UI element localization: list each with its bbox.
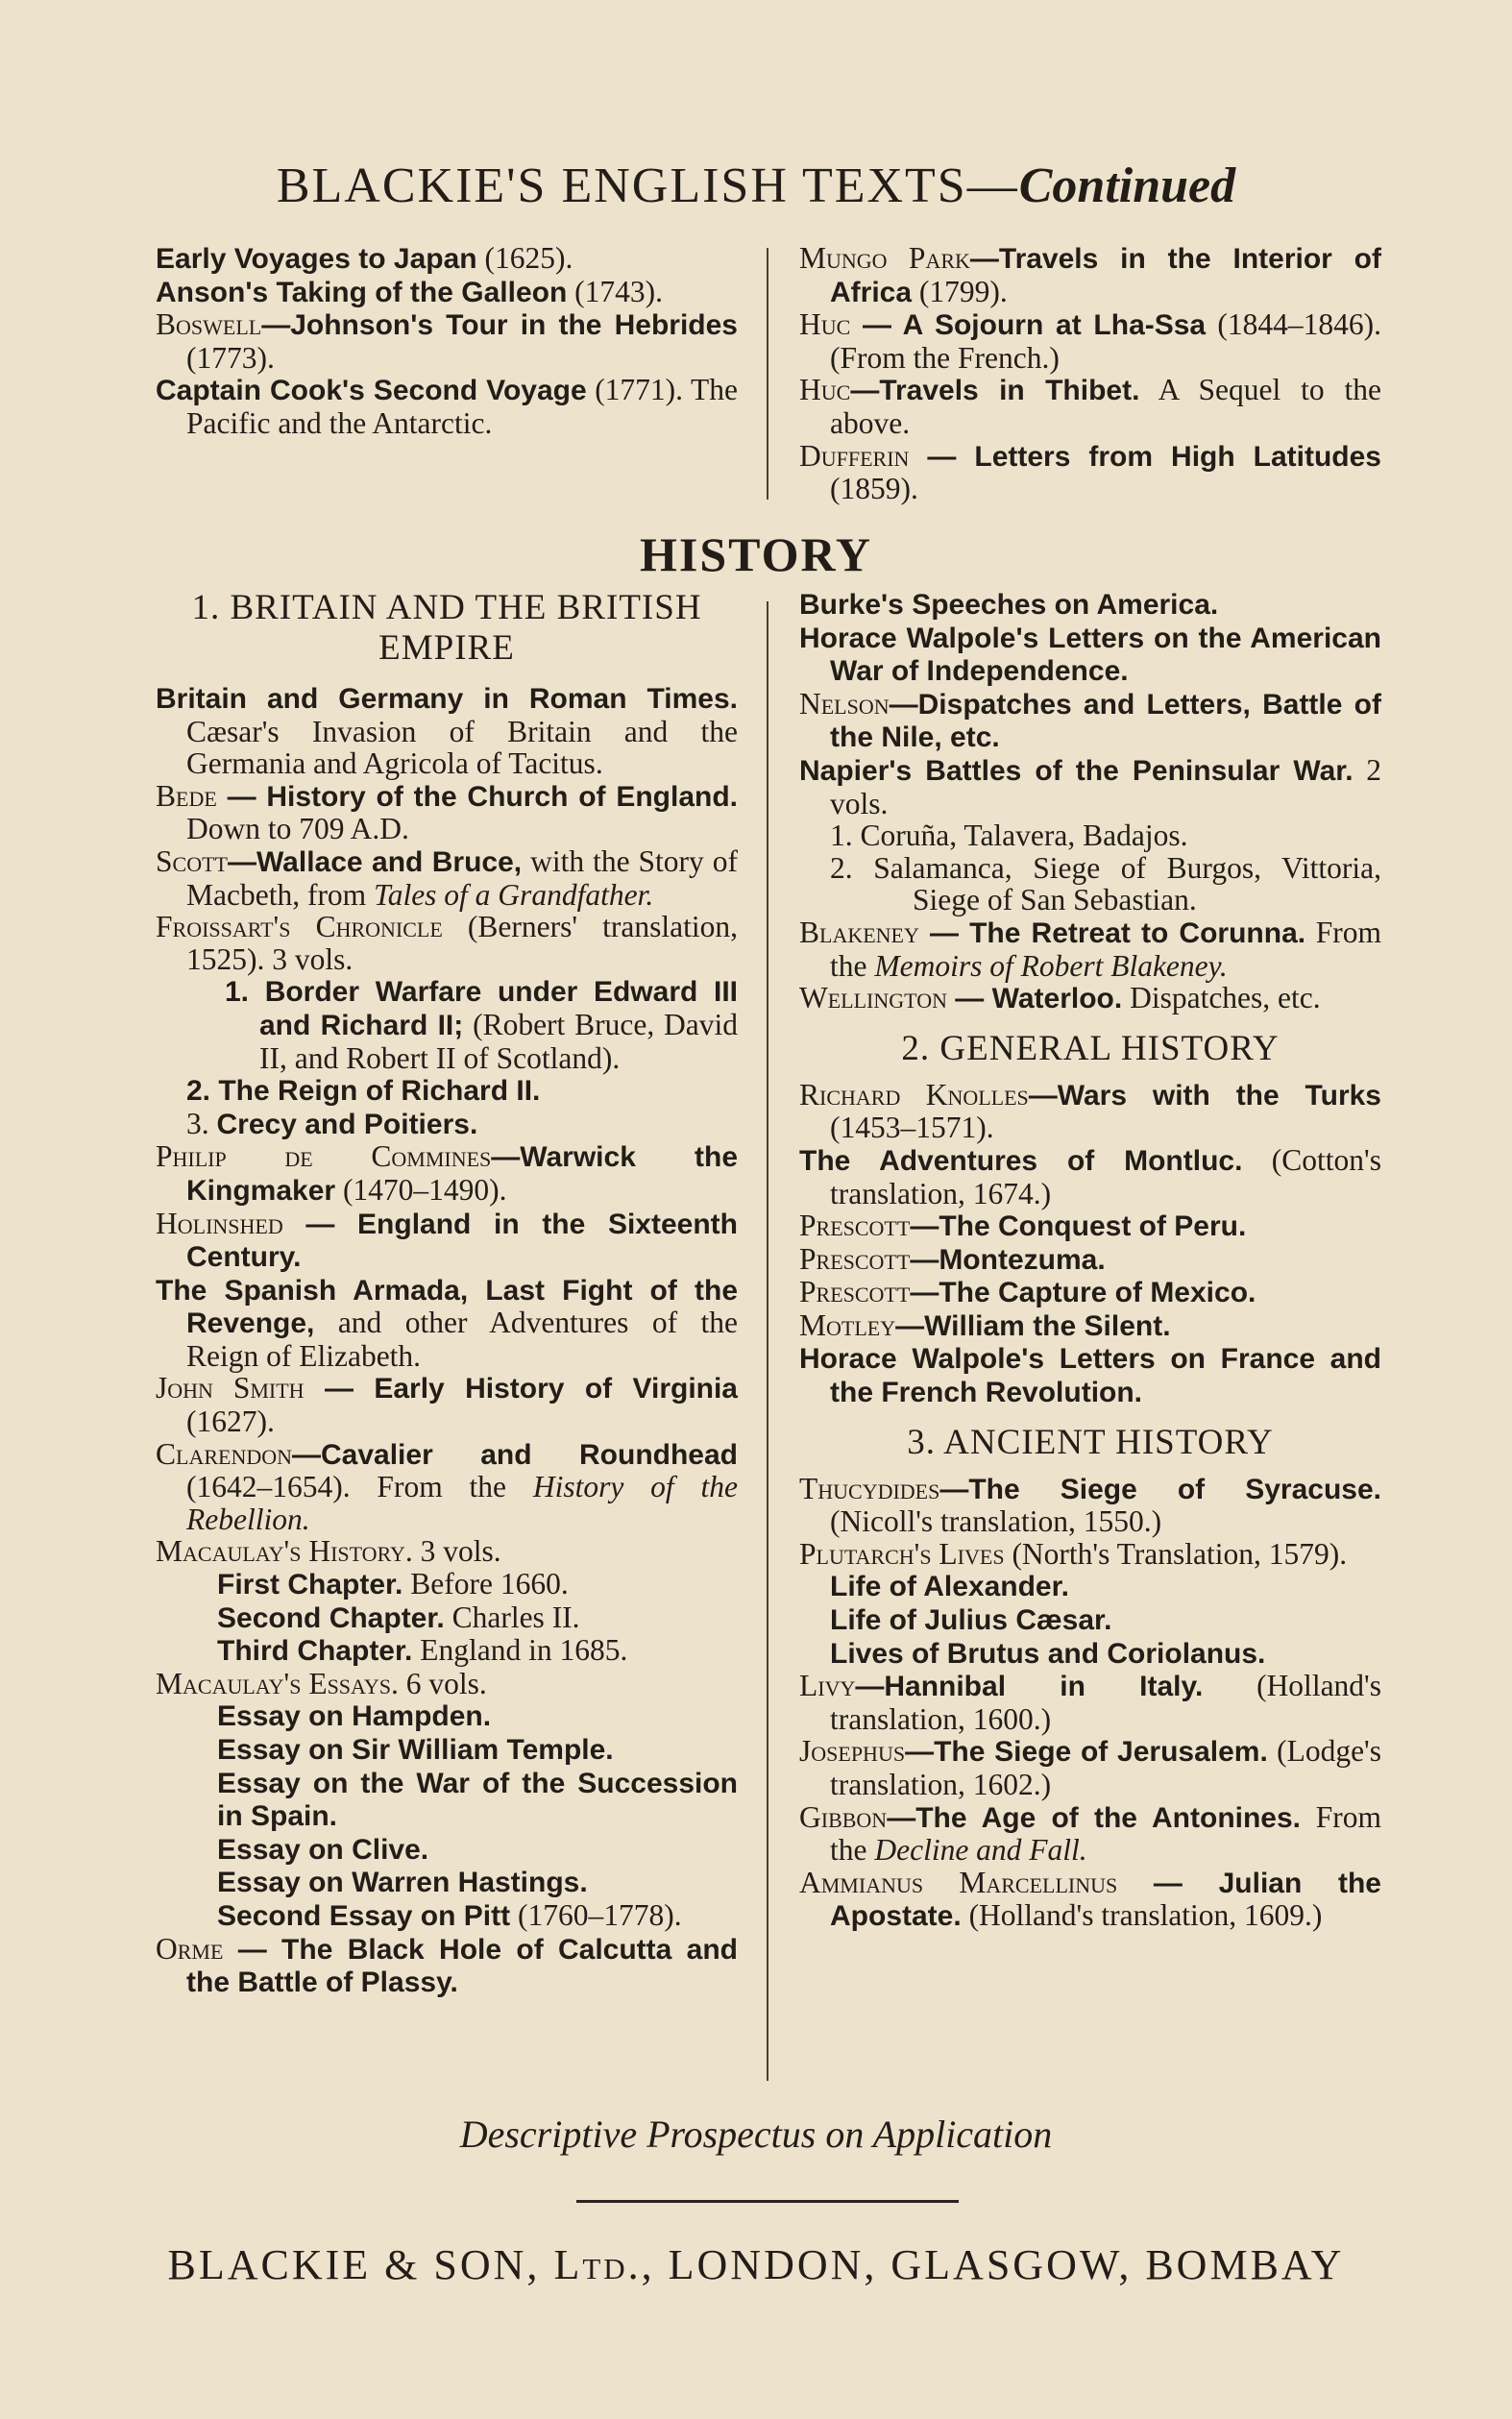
list-item: Anson's Taking of the Galleon (1743). [156,274,664,308]
sub-item: Lives of Brutus and Coriolanus. [830,1637,1266,1670]
history-left-column [156,588,738,2096]
list-item: Froissart's Chronicle (Berners' translation, 1525). 3 vols. [156,910,738,976]
list-item: Britain and Germany in Roman Times. Cæsar's Invasion of Britain and the Germania and Agricola of Tacitus. [156,683,738,781]
list-item: Horace Walpole's Letters on the American War of Independence. [799,622,1381,688]
list-item: Josephus—The Siege of Jerusalem. (Lodge's translation, 1602.) [799,1734,1381,1801]
column-divider [767,601,768,2081]
sub-item: Essay on Warren Hastings. [217,1867,588,1899]
list-item: Motley—William the Silent. [799,1307,1171,1342]
sub-item: First Chapter. Before 1660. [217,1567,569,1601]
sub-item: Life of Julius Cæsar. [830,1604,1112,1637]
list-item: Richard Knolles—Wars with the Turks (1453–1571). [799,1077,1381,1145]
sub-item: 3. Crecy and Poitiers. [186,1106,478,1140]
list-item: Macaulay's Essays. 6 vols. [156,1666,487,1700]
list-item: Thucydides—The Siege of Syracuse. (Nicoll's translation, 1550.) [799,1471,1381,1539]
section-title: HISTORY [640,527,872,581]
list-item: Ammianus Marcellinus — Julian the Apostate. (Holland's translation, 1609.) [799,1865,1381,1933]
list-item: John Smith — Early History of Virginia (1627). [156,1371,738,1439]
list-item: Blakeney — The Retreat to Corunna. From the Memoirs of Robert Blakeney. [799,915,1381,983]
list-item: Philip de Commines—Warwick the Kingmaker (1470–1490). [156,1139,738,1207]
sub-item: Essay on Hampden. [217,1700,492,1733]
sub-item: 2. Salamanca, Siege of Burgos, Vittoria, Siege of San Sebastian. [830,850,1382,917]
list-item: Prescott—Montezuma. [799,1241,1106,1276]
history-right-column [799,588,1381,2096]
sub-item: Essay on Sir William Temple. [217,1734,614,1766]
list-item: Dufferin — Letters from High Latitudes (1859). [799,438,1381,506]
list-item: Plutarch's Lives (North's Translation, 1579). [799,1536,1348,1571]
list-item: Bede — History of the Church of England. Down to 709 A.D. [156,778,738,846]
list-item: Huc—Travels in Thibet. A Sequel to the above. [799,373,1381,440]
list-item: Prescott—The Capture of Mexico. [799,1275,1256,1309]
sub-item: Essay on Clive. [217,1833,429,1866]
list-item: Horace Walpole's Letters on France and the French Revolution. [799,1343,1381,1409]
list-item: Mungo Park—Travels in the Interior of Africa (1799). [799,241,1381,308]
travel-list-left [156,242,738,509]
list-item: Boswell—Johnson's Tour in the Hebrides (1773). [156,307,738,375]
list-item: Scott—Wallace and Bruce, with the Story of Macbeth, from Tales of a Grandfather. [156,843,738,912]
subsection-heading: 1. BRITAIN AND THE BRITISH EMPIRE [191,588,702,668]
list-item: Early Voyages to Japan (1625). [156,241,573,275]
list-item: The Spanish Armada, Last Fight of the Revenge, and other Adventures of the Reign of Elizabeth. [156,1274,738,1373]
list-item: Gibbon—The Age of the Antonines. From the Decline and Fall. [799,1799,1381,1868]
list-item: Huc — A Sojourn at Lha-Ssa (1844–1846). (From the French.) [799,307,1382,375]
list-item: Clarendon—Cavalier and Roundhead (1642–1654). From the History of the Rebellion. [156,1436,738,1536]
publisher-imprint: BLACKIE & SON, Ltd., LONDON, GLASGOW, BOMBAY [167,2241,1345,2288]
sub-item: 1. Coruña, Talavera, Badajos. [830,819,1188,853]
sub-item: Third Chapter. England in 1685. [217,1633,628,1668]
list-item: Holinshed — England in the Sixteenth Century. [156,1206,738,1274]
series-title: BLACKIE'S ENGLISH TEXTS— [276,159,1019,213]
list-item: Napier's Battles of the Peninsular War. 2 vols. [799,752,1382,820]
list-item: Livy—Hannibal in Italy. (Holland's translation, 1600.) [799,1669,1381,1736]
travel-list-right [799,242,1381,509]
list-item: Nelson—Dispatches and Letters, Battle of the Nile, etc. [799,686,1381,754]
sub-item: Essay on the War of the Succession in Spain. [217,1767,738,1833]
list-item: Captain Cook's Second Voyage (1771). The Pacific and the Antarctic. [156,373,738,440]
sub-item: Life of Alexander. [830,1571,1069,1603]
list-item: Prescott—The Conquest of Peru. [799,1209,1247,1243]
sub-item: Second Chapter. Charles II. [217,1600,580,1634]
list-item: Burke's Speeches on America. [799,589,1219,621]
list-item: Macaulay's History. 3 vols. [156,1534,501,1569]
list-item: Wellington — Waterloo. Dispatches, etc. [799,981,1321,1015]
sub-item: 2. The Reign of Richard II. [186,1075,541,1108]
list-item: Orme — The Black Hole of Calcutta and the Battle of Plassy. [156,1931,738,1999]
subsection-heading: 3. ANCIENT HISTORY [907,1422,1274,1462]
list-item: The Adventures of Montluc. (Cotton's translation, 1674.) [799,1142,1381,1210]
series-header [0,152,1512,221]
footer-rule [576,2200,959,2203]
sub-item: Second Essay on Pitt (1760–1778). [217,1897,682,1932]
continued-label: Continued [1018,159,1236,213]
prospectus-line: Descriptive Prospectus on Application [459,2113,1053,2156]
sub-item: 1. Border Warfare under Edward III and Richard II; (Robert Bruce, David II, and Robert II of Scotland). [225,976,738,1075]
column-divider [767,248,768,500]
subsection-heading: 2. GENERAL HISTORY [901,1028,1280,1068]
